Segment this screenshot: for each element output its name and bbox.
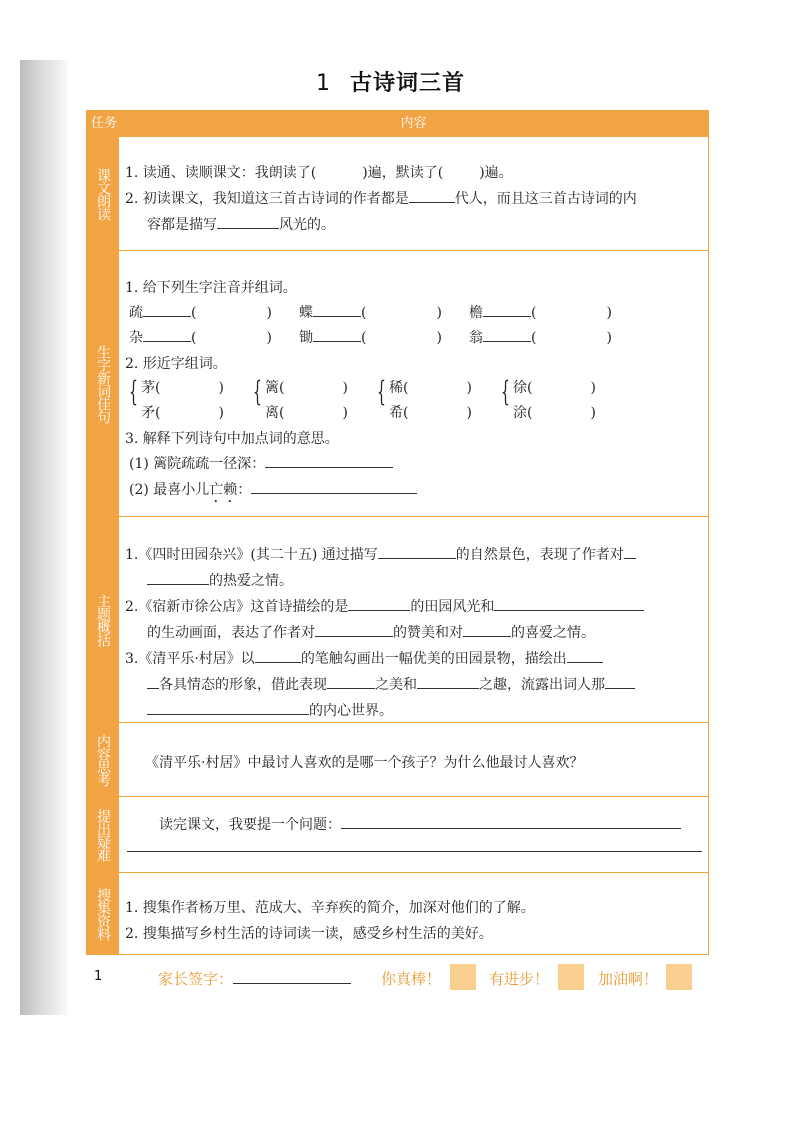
question-line: 1. 给下列生字注音并组词。	[125, 280, 297, 296]
fill-blank[interactable]	[265, 453, 393, 468]
praise-checkbox[interactable]	[450, 964, 476, 990]
table-header	[87, 111, 708, 137]
section-label: 课文朗读	[87, 137, 119, 250]
brace-icon: {	[377, 375, 386, 408]
section-theme	[87, 517, 708, 723]
question-line: 的内心世界。	[147, 700, 393, 720]
section-body	[125, 797, 702, 872]
answer-line[interactable]	[127, 851, 702, 852]
question-line: 的生动画面，表达了作者对 的赞美和对 的喜爱之情。	[147, 622, 595, 642]
section-body	[125, 251, 702, 516]
char-item: 锄 ( )	[299, 327, 442, 347]
pair-item: 篱( )	[265, 380, 348, 396]
pair-item: 矛( )	[141, 405, 224, 421]
question-line: 3. 解释下列诗句中加点词的意思。	[125, 431, 339, 447]
question-line: 读完课文，我要提一个问题：	[159, 814, 681, 834]
section-label: 内容思考	[87, 723, 119, 796]
pair-item: 稀( )	[389, 380, 472, 396]
pair-item: 茅( )	[141, 380, 224, 396]
section-questions	[87, 797, 708, 873]
praise-cheer: 加油啊！	[598, 970, 659, 988]
worksheet-table	[86, 110, 709, 955]
praise-great: 你真棒！	[381, 970, 442, 988]
answer-line[interactable]	[341, 814, 681, 829]
char-item: 翁 ( )	[469, 327, 612, 347]
lesson-title: 古诗词三首	[350, 71, 466, 96]
char-item: 疏 ( )	[129, 302, 272, 322]
section-label: 提出疑难	[87, 797, 119, 872]
question-line: 2. 初读课文，我知道这三首古诗词的作者都是 代人，而且这三首古诗词的内	[125, 188, 637, 208]
question-line: 《清平乐·村居》中最讨人喜欢的是哪一个孩子？为什么他最讨人喜欢？	[145, 755, 584, 771]
question-line: 3.《清平乐·村居》以 的笔触勾画出一幅优美的田园景物，描绘出	[125, 648, 603, 668]
section-body	[125, 517, 702, 722]
fill-blank[interactable]	[409, 188, 455, 203]
char-item: 檐 ( )	[469, 302, 612, 322]
section-thinking	[87, 723, 708, 797]
section-body	[125, 723, 702, 796]
praise-checkbox[interactable]	[558, 964, 584, 990]
question-line: 容都是描写 风光的。	[125, 214, 335, 234]
header-content: 内容	[400, 116, 427, 131]
binding-shadow	[20, 60, 68, 1015]
brace-icon: {	[129, 375, 138, 408]
question-line: 2.《宿新市徐公店》这首诗描绘的是 的田园风光和	[125, 596, 644, 616]
question-line: 的热爱之情。	[147, 570, 293, 590]
praise-checkbox[interactable]	[666, 964, 692, 990]
question-line: 1.《四时田园杂兴》(其二十五) 通过描写 的自然景色，表现了作者对	[125, 544, 636, 564]
fill-blank[interactable]	[251, 479, 417, 494]
explain-item: (1) 篱院疏疏一径深：	[129, 453, 393, 473]
section-body	[125, 137, 702, 250]
question-line: 2. 形近字组词。	[125, 356, 227, 372]
page-title	[300, 66, 500, 102]
char-item: 杂 ( )	[129, 327, 272, 347]
section-new-words	[87, 251, 708, 517]
brace-icon: {	[253, 375, 262, 408]
pair-item: 离( )	[265, 405, 348, 421]
section-label: 主题概括	[87, 517, 119, 722]
pair-item: 徐( )	[513, 380, 596, 396]
question-line: 2. 搜集描写乡村生活的诗词读一读，感受乡村生活的美好。	[125, 926, 493, 942]
explain-item: (2) 最喜小儿亡赖：	[129, 479, 417, 506]
parent-signature: 家长签字：	[158, 968, 351, 989]
praise-progress: 有进步！	[489, 970, 550, 988]
char-item: 蝶 ( )	[299, 302, 442, 322]
question-line: 1. 读通、读顺课文：我朗读了( )遍，默读了( )遍。	[125, 165, 513, 181]
brace-icon: {	[501, 375, 510, 408]
signature-line[interactable]	[233, 968, 351, 984]
question-line: 1. 搜集作者杨万里、范成大、辛弃疾的简介，加深对他们的了解。	[125, 900, 535, 916]
pair-item: 希( )	[389, 405, 472, 421]
section-body	[125, 873, 702, 954]
footer	[86, 963, 709, 993]
section-materials	[87, 873, 708, 954]
fill-blank[interactable]	[217, 214, 279, 229]
section-label: 生字新词佳句	[87, 251, 119, 516]
section-reading	[87, 137, 708, 251]
lesson-number: 1	[316, 71, 330, 96]
header-task: 任务	[90, 116, 117, 131]
page-number: 1	[94, 969, 103, 984]
question-line: 各具情态的形象，借此表现 之美和 之趣，流露出词人那	[147, 674, 635, 694]
section-label: 搜集资料	[87, 873, 119, 954]
dotted-word: 亡赖	[209, 482, 238, 498]
pair-item: 涂( )	[513, 405, 596, 421]
